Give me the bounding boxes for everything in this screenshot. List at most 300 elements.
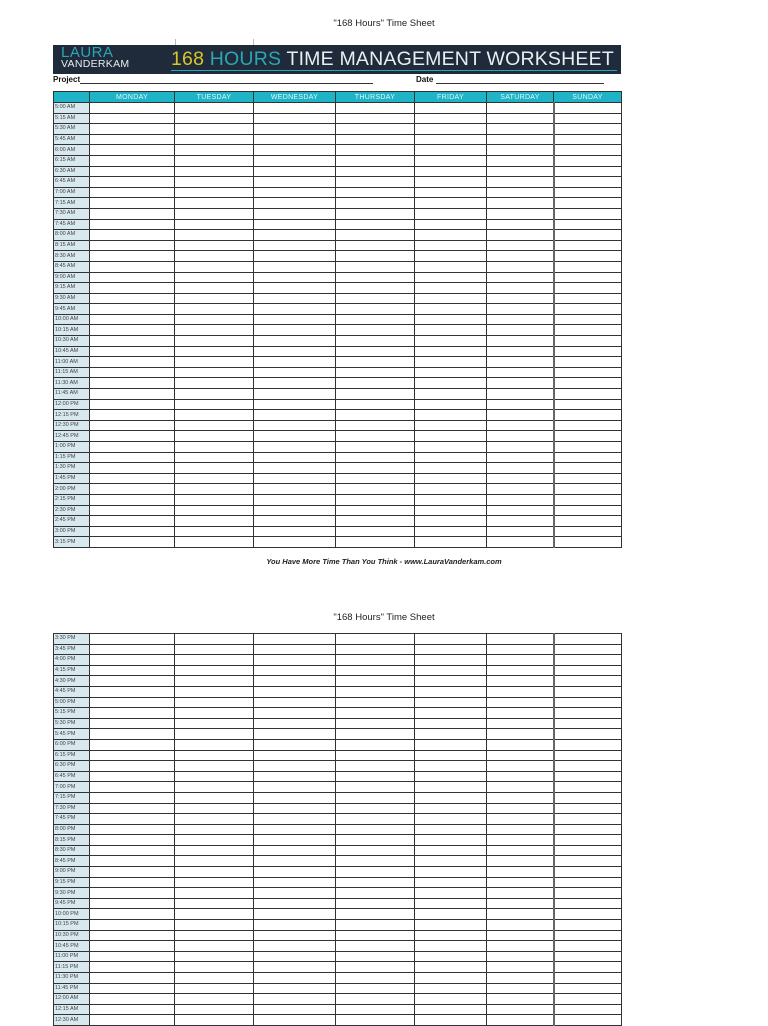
entry-cell-friday[interactable]: [415, 494, 487, 505]
entry-cell-monday[interactable]: [90, 676, 175, 687]
entry-cell-tuesday[interactable]: [175, 771, 254, 782]
entry-cell-monday[interactable]: [90, 103, 175, 114]
entry-cell-tuesday[interactable]: [175, 516, 254, 527]
entry-cell-tuesday[interactable]: [175, 877, 254, 888]
entry-cell-sunday[interactable]: [554, 463, 622, 474]
entry-cell-friday[interactable]: [415, 686, 487, 697]
entry-cell-wednesday[interactable]: [254, 994, 336, 1005]
entry-cell-monday[interactable]: [90, 803, 175, 814]
entry-cell-saturday[interactable]: [487, 346, 554, 357]
entry-cell-thursday[interactable]: [336, 314, 415, 325]
entry-cell-friday[interactable]: [415, 463, 487, 474]
entry-cell-sunday[interactable]: [554, 325, 622, 336]
entry-cell-wednesday[interactable]: [254, 103, 336, 114]
entry-cell-friday[interactable]: [415, 856, 487, 867]
entry-cell-friday[interactable]: [415, 230, 487, 241]
entry-cell-wednesday[interactable]: [254, 634, 336, 645]
entry-cell-tuesday[interactable]: [175, 155, 254, 166]
entry-cell-saturday[interactable]: [487, 814, 554, 825]
entry-cell-tuesday[interactable]: [175, 941, 254, 952]
entry-cell-sunday[interactable]: [554, 994, 622, 1005]
entry-cell-saturday[interactable]: [487, 113, 554, 124]
entry-cell-thursday[interactable]: [336, 272, 415, 283]
entry-cell-saturday[interactable]: [487, 431, 554, 442]
entry-cell-saturday[interactable]: [487, 782, 554, 793]
entry-cell-monday[interactable]: [90, 739, 175, 750]
entry-cell-monday[interactable]: [90, 782, 175, 793]
entry-cell-sunday[interactable]: [554, 208, 622, 219]
entry-cell-saturday[interactable]: [487, 516, 554, 527]
entry-cell-thursday[interactable]: [336, 718, 415, 729]
entry-cell-saturday[interactable]: [487, 484, 554, 495]
entry-cell-saturday[interactable]: [487, 198, 554, 209]
entry-cell-tuesday[interactable]: [175, 505, 254, 516]
entry-cell-saturday[interactable]: [487, 219, 554, 230]
entry-cell-monday[interactable]: [90, 389, 175, 400]
entry-cell-wednesday[interactable]: [254, 516, 336, 527]
entry-cell-monday[interactable]: [90, 145, 175, 156]
entry-cell-wednesday[interactable]: [254, 962, 336, 973]
entry-cell-tuesday[interactable]: [175, 697, 254, 708]
entry-cell-thursday[interactable]: [336, 166, 415, 177]
entry-cell-sunday[interactable]: [554, 230, 622, 241]
entry-cell-monday[interactable]: [90, 166, 175, 177]
entry-cell-friday[interactable]: [415, 261, 487, 272]
entry-cell-wednesday[interactable]: [254, 187, 336, 198]
entry-cell-tuesday[interactable]: [175, 634, 254, 645]
entry-cell-sunday[interactable]: [554, 261, 622, 272]
entry-cell-monday[interactable]: [90, 346, 175, 357]
entry-cell-wednesday[interactable]: [254, 251, 336, 262]
entry-cell-friday[interactable]: [415, 145, 487, 156]
entry-cell-tuesday[interactable]: [175, 452, 254, 463]
entry-cell-tuesday[interactable]: [175, 293, 254, 304]
entry-cell-wednesday[interactable]: [254, 261, 336, 272]
entry-cell-friday[interactable]: [415, 473, 487, 484]
entry-cell-wednesday[interactable]: [254, 644, 336, 655]
entry-cell-friday[interactable]: [415, 452, 487, 463]
entry-cell-monday[interactable]: [90, 655, 175, 666]
entry-cell-monday[interactable]: [90, 686, 175, 697]
entry-cell-monday[interactable]: [90, 378, 175, 389]
entry-cell-wednesday[interactable]: [254, 505, 336, 516]
entry-cell-saturday[interactable]: [487, 526, 554, 537]
entry-cell-sunday[interactable]: [554, 113, 622, 124]
entry-cell-tuesday[interactable]: [175, 686, 254, 697]
entry-cell-friday[interactable]: [415, 644, 487, 655]
entry-cell-saturday[interactable]: [487, 336, 554, 347]
entry-cell-sunday[interactable]: [554, 399, 622, 410]
entry-cell-monday[interactable]: [90, 505, 175, 516]
entry-cell-thursday[interactable]: [336, 973, 415, 984]
entry-cell-monday[interactable]: [90, 983, 175, 994]
entry-cell-monday[interactable]: [90, 951, 175, 962]
entry-cell-tuesday[interactable]: [175, 814, 254, 825]
entry-cell-saturday[interactable]: [487, 686, 554, 697]
entry-cell-wednesday[interactable]: [254, 761, 336, 772]
entry-cell-thursday[interactable]: [336, 983, 415, 994]
entry-cell-thursday[interactable]: [336, 230, 415, 241]
entry-cell-sunday[interactable]: [554, 346, 622, 357]
entry-cell-wednesday[interactable]: [254, 867, 336, 878]
entry-cell-wednesday[interactable]: [254, 951, 336, 962]
entry-cell-thursday[interactable]: [336, 686, 415, 697]
entry-cell-monday[interactable]: [90, 1004, 175, 1015]
entry-cell-thursday[interactable]: [336, 420, 415, 431]
entry-cell-friday[interactable]: [415, 198, 487, 209]
entry-cell-friday[interactable]: [415, 665, 487, 676]
entry-cell-monday[interactable]: [90, 124, 175, 135]
entry-cell-wednesday[interactable]: [254, 410, 336, 421]
entry-cell-monday[interactable]: [90, 537, 175, 548]
entry-cell-wednesday[interactable]: [254, 378, 336, 389]
entry-cell-tuesday[interactable]: [175, 962, 254, 973]
entry-cell-sunday[interactable]: [554, 187, 622, 198]
date-input-line[interactable]: [436, 75, 604, 84]
entry-cell-monday[interactable]: [90, 835, 175, 846]
entry-cell-monday[interactable]: [90, 399, 175, 410]
entry-cell-sunday[interactable]: [554, 909, 622, 920]
entry-cell-sunday[interactable]: [554, 537, 622, 548]
entry-cell-sunday[interactable]: [554, 835, 622, 846]
entry-cell-tuesday[interactable]: [175, 792, 254, 803]
entry-cell-wednesday[interactable]: [254, 219, 336, 230]
entry-cell-tuesday[interactable]: [175, 484, 254, 495]
entry-cell-sunday[interactable]: [554, 166, 622, 177]
entry-cell-saturday[interactable]: [487, 634, 554, 645]
entry-cell-wednesday[interactable]: [254, 325, 336, 336]
entry-cell-wednesday[interactable]: [254, 420, 336, 431]
entry-cell-tuesday[interactable]: [175, 920, 254, 931]
entry-cell-sunday[interactable]: [554, 484, 622, 495]
entry-cell-tuesday[interactable]: [175, 177, 254, 188]
entry-cell-wednesday[interactable]: [254, 155, 336, 166]
entry-cell-sunday[interactable]: [554, 676, 622, 687]
entry-cell-wednesday[interactable]: [254, 399, 336, 410]
entry-cell-friday[interactable]: [415, 272, 487, 283]
entry-cell-monday[interactable]: [90, 771, 175, 782]
entry-cell-sunday[interactable]: [554, 314, 622, 325]
entry-cell-monday[interactable]: [90, 708, 175, 719]
entry-cell-sunday[interactable]: [554, 973, 622, 984]
entry-cell-thursday[interactable]: [336, 537, 415, 548]
entry-cell-saturday[interactable]: [487, 803, 554, 814]
entry-cell-wednesday[interactable]: [254, 708, 336, 719]
entry-cell-friday[interactable]: [415, 739, 487, 750]
entry-cell-wednesday[interactable]: [254, 930, 336, 941]
entry-cell-thursday[interactable]: [336, 325, 415, 336]
entry-cell-wednesday[interactable]: [254, 166, 336, 177]
entry-cell-sunday[interactable]: [554, 155, 622, 166]
entry-cell-friday[interactable]: [415, 431, 487, 442]
entry-cell-sunday[interactable]: [554, 272, 622, 283]
entry-cell-wednesday[interactable]: [254, 665, 336, 676]
entry-cell-friday[interactable]: [415, 134, 487, 145]
entry-cell-wednesday[interactable]: [254, 814, 336, 825]
entry-cell-wednesday[interactable]: [254, 272, 336, 283]
entry-cell-wednesday[interactable]: [254, 134, 336, 145]
entry-cell-wednesday[interactable]: [254, 1004, 336, 1015]
entry-cell-wednesday[interactable]: [254, 718, 336, 729]
entry-cell-tuesday[interactable]: [175, 346, 254, 357]
entry-cell-tuesday[interactable]: [175, 431, 254, 442]
entry-cell-wednesday[interactable]: [254, 676, 336, 687]
entry-cell-thursday[interactable]: [336, 346, 415, 357]
entry-cell-saturday[interactable]: [487, 410, 554, 421]
entry-cell-wednesday[interactable]: [254, 431, 336, 442]
entry-cell-monday[interactable]: [90, 750, 175, 761]
entry-cell-thursday[interactable]: [336, 803, 415, 814]
entry-cell-thursday[interactable]: [336, 792, 415, 803]
entry-cell-saturday[interactable]: [487, 835, 554, 846]
entry-cell-wednesday[interactable]: [254, 729, 336, 740]
entry-cell-monday[interactable]: [90, 442, 175, 453]
entry-cell-thursday[interactable]: [336, 304, 415, 315]
entry-cell-saturday[interactable]: [487, 771, 554, 782]
entry-cell-sunday[interactable]: [554, 803, 622, 814]
entry-cell-monday[interactable]: [90, 473, 175, 484]
entry-cell-thursday[interactable]: [336, 824, 415, 835]
entry-cell-friday[interactable]: [415, 155, 487, 166]
entry-cell-friday[interactable]: [415, 357, 487, 368]
entry-cell-tuesday[interactable]: [175, 208, 254, 219]
entry-cell-tuesday[interactable]: [175, 442, 254, 453]
entry-cell-tuesday[interactable]: [175, 973, 254, 984]
entry-cell-friday[interactable]: [415, 655, 487, 666]
entry-cell-thursday[interactable]: [336, 240, 415, 251]
entry-cell-friday[interactable]: [415, 124, 487, 135]
entry-cell-sunday[interactable]: [554, 367, 622, 378]
entry-cell-sunday[interactable]: [554, 124, 622, 135]
entry-cell-tuesday[interactable]: [175, 750, 254, 761]
entry-cell-saturday[interactable]: [487, 973, 554, 984]
entry-cell-friday[interactable]: [415, 240, 487, 251]
entry-cell-wednesday[interactable]: [254, 494, 336, 505]
entry-cell-monday[interactable]: [90, 824, 175, 835]
entry-cell-thursday[interactable]: [336, 198, 415, 209]
entry-cell-tuesday[interactable]: [175, 655, 254, 666]
entry-cell-tuesday[interactable]: [175, 261, 254, 272]
entry-cell-tuesday[interactable]: [175, 124, 254, 135]
entry-cell-sunday[interactable]: [554, 718, 622, 729]
entry-cell-thursday[interactable]: [336, 1004, 415, 1015]
entry-cell-thursday[interactable]: [336, 526, 415, 537]
entry-cell-monday[interactable]: [90, 909, 175, 920]
entry-cell-thursday[interactable]: [336, 378, 415, 389]
entry-cell-monday[interactable]: [90, 888, 175, 899]
entry-cell-saturday[interactable]: [487, 983, 554, 994]
entry-cell-saturday[interactable]: [487, 314, 554, 325]
entry-cell-thursday[interactable]: [336, 399, 415, 410]
entry-cell-saturday[interactable]: [487, 792, 554, 803]
entry-cell-thursday[interactable]: [336, 771, 415, 782]
entry-cell-tuesday[interactable]: [175, 537, 254, 548]
entry-cell-thursday[interactable]: [336, 187, 415, 198]
entry-cell-monday[interactable]: [90, 410, 175, 421]
entry-cell-friday[interactable]: [415, 761, 487, 772]
date-field[interactable]: [416, 75, 604, 84]
entry-cell-sunday[interactable]: [554, 103, 622, 114]
entry-cell-tuesday[interactable]: [175, 782, 254, 793]
entry-cell-monday[interactable]: [90, 187, 175, 198]
entry-cell-wednesday[interactable]: [254, 973, 336, 984]
entry-cell-saturday[interactable]: [487, 941, 554, 952]
entry-cell-sunday[interactable]: [554, 877, 622, 888]
entry-cell-sunday[interactable]: [554, 420, 622, 431]
entry-cell-saturday[interactable]: [487, 1004, 554, 1015]
entry-cell-saturday[interactable]: [487, 208, 554, 219]
entry-cell-saturday[interactable]: [487, 898, 554, 909]
entry-cell-friday[interactable]: [415, 941, 487, 952]
entry-cell-sunday[interactable]: [554, 920, 622, 931]
entry-cell-tuesday[interactable]: [175, 845, 254, 856]
entry-cell-thursday[interactable]: [336, 251, 415, 262]
entry-cell-thursday[interactable]: [336, 888, 415, 899]
entry-cell-monday[interactable]: [90, 420, 175, 431]
entry-cell-thursday[interactable]: [336, 473, 415, 484]
entry-cell-friday[interactable]: [415, 845, 487, 856]
entry-cell-thursday[interactable]: [336, 208, 415, 219]
entry-cell-wednesday[interactable]: [254, 346, 336, 357]
entry-cell-wednesday[interactable]: [254, 240, 336, 251]
entry-cell-saturday[interactable]: [487, 729, 554, 740]
entry-cell-wednesday[interactable]: [254, 983, 336, 994]
entry-cell-monday[interactable]: [90, 208, 175, 219]
entry-cell-saturday[interactable]: [487, 708, 554, 719]
entry-cell-monday[interactable]: [90, 845, 175, 856]
entry-cell-tuesday[interactable]: [175, 1004, 254, 1015]
entry-cell-thursday[interactable]: [336, 655, 415, 666]
entry-cell-wednesday[interactable]: [254, 389, 336, 400]
entry-cell-saturday[interactable]: [487, 420, 554, 431]
entry-cell-thursday[interactable]: [336, 261, 415, 272]
entry-cell-monday[interactable]: [90, 198, 175, 209]
entry-cell-tuesday[interactable]: [175, 420, 254, 431]
entry-cell-thursday[interactable]: [336, 431, 415, 442]
entry-cell-tuesday[interactable]: [175, 473, 254, 484]
entry-cell-friday[interactable]: [415, 219, 487, 230]
entry-cell-wednesday[interactable]: [254, 782, 336, 793]
entry-cell-tuesday[interactable]: [175, 103, 254, 114]
entry-cell-tuesday[interactable]: [175, 283, 254, 294]
entry-cell-thursday[interactable]: [336, 124, 415, 135]
entry-cell-saturday[interactable]: [487, 293, 554, 304]
entry-cell-monday[interactable]: [90, 761, 175, 772]
entry-cell-friday[interactable]: [415, 718, 487, 729]
entry-cell-friday[interactable]: [415, 537, 487, 548]
entry-cell-thursday[interactable]: [336, 761, 415, 772]
entry-cell-saturday[interactable]: [487, 166, 554, 177]
entry-cell-friday[interactable]: [415, 973, 487, 984]
entry-cell-saturday[interactable]: [487, 994, 554, 1005]
entry-cell-sunday[interactable]: [554, 867, 622, 878]
entry-cell-monday[interactable]: [90, 283, 175, 294]
entry-cell-friday[interactable]: [415, 898, 487, 909]
entry-cell-wednesday[interactable]: [254, 463, 336, 474]
entry-cell-sunday[interactable]: [554, 792, 622, 803]
entry-cell-tuesday[interactable]: [175, 835, 254, 846]
entry-cell-sunday[interactable]: [554, 145, 622, 156]
entry-cell-tuesday[interactable]: [175, 803, 254, 814]
entry-cell-tuesday[interactable]: [175, 145, 254, 156]
entry-cell-thursday[interactable]: [336, 814, 415, 825]
entry-cell-tuesday[interactable]: [175, 134, 254, 145]
entry-cell-friday[interactable]: [415, 803, 487, 814]
entry-cell-friday[interactable]: [415, 526, 487, 537]
entry-cell-friday[interactable]: [415, 336, 487, 347]
entry-cell-saturday[interactable]: [487, 845, 554, 856]
entry-cell-tuesday[interactable]: [175, 187, 254, 198]
entry-cell-monday[interactable]: [90, 697, 175, 708]
entry-cell-monday[interactable]: [90, 357, 175, 368]
entry-cell-friday[interactable]: [415, 729, 487, 740]
entry-cell-monday[interactable]: [90, 994, 175, 1005]
entry-cell-thursday[interactable]: [336, 676, 415, 687]
entry-cell-sunday[interactable]: [554, 198, 622, 209]
entry-cell-thursday[interactable]: [336, 920, 415, 931]
entry-cell-saturday[interactable]: [487, 644, 554, 655]
entry-cell-saturday[interactable]: [487, 378, 554, 389]
entry-cell-monday[interactable]: [90, 230, 175, 241]
entry-cell-sunday[interactable]: [554, 951, 622, 962]
entry-cell-thursday[interactable]: [336, 177, 415, 188]
entry-cell-friday[interactable]: [415, 983, 487, 994]
entry-cell-saturday[interactable]: [487, 909, 554, 920]
entry-cell-thursday[interactable]: [336, 357, 415, 368]
entry-cell-monday[interactable]: [90, 240, 175, 251]
entry-cell-thursday[interactable]: [336, 113, 415, 124]
entry-cell-sunday[interactable]: [554, 473, 622, 484]
entry-cell-monday[interactable]: [90, 792, 175, 803]
entry-cell-sunday[interactable]: [554, 782, 622, 793]
entry-cell-monday[interactable]: [90, 962, 175, 973]
entry-cell-thursday[interactable]: [336, 697, 415, 708]
entry-cell-wednesday[interactable]: [254, 537, 336, 548]
entry-cell-monday[interactable]: [90, 261, 175, 272]
entry-cell-monday[interactable]: [90, 814, 175, 825]
entry-cell-thursday[interactable]: [336, 442, 415, 453]
entry-cell-tuesday[interactable]: [175, 494, 254, 505]
entry-cell-sunday[interactable]: [554, 761, 622, 772]
entry-cell-sunday[interactable]: [554, 526, 622, 537]
entry-cell-sunday[interactable]: [554, 389, 622, 400]
entry-cell-sunday[interactable]: [554, 739, 622, 750]
entry-cell-wednesday[interactable]: [254, 824, 336, 835]
entry-cell-monday[interactable]: [90, 272, 175, 283]
entry-cell-thursday[interactable]: [336, 909, 415, 920]
entry-cell-tuesday[interactable]: [175, 367, 254, 378]
entry-cell-wednesday[interactable]: [254, 177, 336, 188]
entry-cell-friday[interactable]: [415, 187, 487, 198]
entry-cell-wednesday[interactable]: [254, 856, 336, 867]
entry-cell-friday[interactable]: [415, 304, 487, 315]
entry-cell-tuesday[interactable]: [175, 357, 254, 368]
entry-cell-sunday[interactable]: [554, 824, 622, 835]
entry-cell-friday[interactable]: [415, 103, 487, 114]
entry-cell-sunday[interactable]: [554, 845, 622, 856]
entry-cell-tuesday[interactable]: [175, 198, 254, 209]
entry-cell-tuesday[interactable]: [175, 665, 254, 676]
entry-cell-wednesday[interactable]: [254, 208, 336, 219]
entry-cell-wednesday[interactable]: [254, 293, 336, 304]
entry-cell-thursday[interactable]: [336, 930, 415, 941]
entry-cell-saturday[interactable]: [487, 920, 554, 931]
entry-cell-friday[interactable]: [415, 442, 487, 453]
entry-cell-monday[interactable]: [90, 898, 175, 909]
entry-cell-friday[interactable]: [415, 771, 487, 782]
entry-cell-friday[interactable]: [415, 708, 487, 719]
entry-cell-monday[interactable]: [90, 526, 175, 537]
